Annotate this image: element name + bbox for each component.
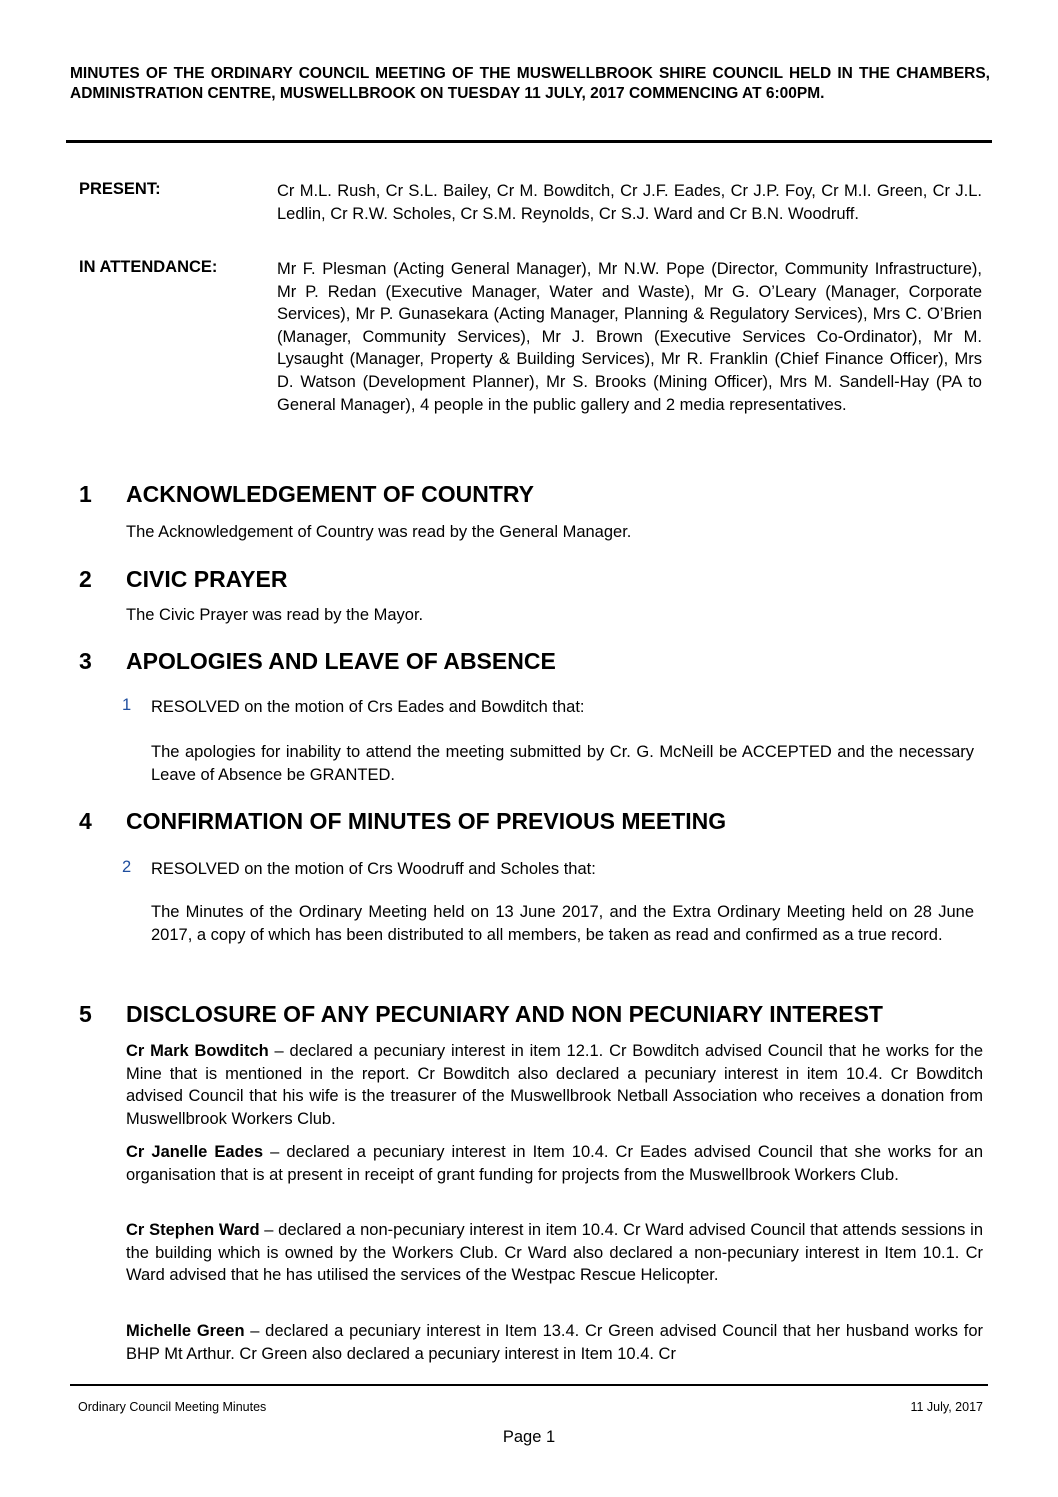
heading-rule: [66, 140, 992, 143]
section-5-title: DISCLOSURE OF ANY PECUNIARY AND NON PECUNIARY INTEREST: [126, 1001, 883, 1027]
disclosure-paragraph: [126, 1040, 983, 1130]
resolution-motion-1: RESOLVED on the motion of Crs Eades and Bowditch that:: [151, 698, 585, 716]
disclosure-text: – declared a pecuniary interest in Item 13.4. Cr Green advised Council that her husband works for BHP Mt Arthur. Cr Green also declared a pecuniary interest in Item 10.4. Cr: [126, 1322, 983, 1363]
section-3-number: 3: [79, 648, 92, 674]
section-1-title: ACKNOWLEDGEMENT OF COUNTRY: [126, 481, 535, 507]
disclosure-name: Cr Stephen Ward: [126, 1221, 260, 1239]
disclosure-paragraph: [126, 1219, 983, 1287]
footer-title: Ordinary Council Meeting Minutes: [78, 1400, 267, 1414]
resolution-body-2: The Minutes of the Ordinary Meeting held on 13 June 2017, and the Extra Ordinary Meeting held on 28 June 2017, a copy of which has been distributed to all members, be taken as read and confirmed as a true record.: [151, 903, 974, 944]
resolution-number-2: 2: [122, 858, 132, 876]
section-2-text: The Civic Prayer was read by the Mayor.: [126, 606, 424, 624]
section-3-title: APOLOGIES AND LEAVE OF ABSENCE: [126, 648, 556, 674]
resolution-motion-2: RESOLVED on the motion of Crs Woodruff and Scholes that:: [151, 860, 596, 878]
present-label: PRESENT:: [79, 180, 161, 198]
attendance-text: Mr F. Plesman (Acting General Manager), Mr N.W. Pope (Director, Community Infrastructure), Mr P. Redan (Executive Manager, Water and Waste), Mr G. O’Leary (Manager, Corporate Services), Mr P. Gunasekara (Acting Manager, Planning & Regulatory Services), Mrs C. O’Brien (Manager, Community Services), Mr J. Brown (Executive Services Co-Ordinator), Mr M. Lysaught (Manager, Property & Building Services), Mr R. Franklin (Chief Finance Officer), Mrs D. Watson (Development Planner), Mr S. Brooks (Mining Officer), Mrs M. Sandell-Hay (PA to General Manager), 4 people in the public gallery and 2 media representatives.: [277, 260, 982, 414]
disclosure-paragraph: [126, 1141, 983, 1186]
disclosure-paragraph: [126, 1320, 983, 1365]
disclosure-name: Michelle Green: [126, 1322, 245, 1340]
section-2-number: 2: [79, 566, 92, 592]
section-2-title: CIVIC PRAYER: [126, 566, 288, 592]
page-number: Page 1: [502, 1428, 556, 1446]
resolution-number-1: 1: [122, 696, 132, 714]
footer-date: 11 July, 2017: [910, 1400, 983, 1414]
document-heading: MINUTES OF THE ORDINARY COUNCIL MEETING OF THE MUSWELLBROOK SHIRE COUNCIL HELD IN THE CHAMBERS, ADMINISTRATION CENTRE, MUSWELLBROOK ON TUESDAY 11 JULY, 2017 COMMENCING AT 6:00PM.: [70, 65, 990, 102]
disclosure-text: – declared a pecuniary interest in item 12.1. Cr Bowditch advised Council that he works for the Mine that is mentioned in the report. Cr Bowditch also declared a pecuniary interest in item 10.4. Cr Bowditch advised Council that his wife is the treasurer of the Muswellbrook Netball Association who receives a donation from Muswellbrook Workers Club.: [126, 1042, 983, 1128]
attendance-label: IN ATTENDANCE:: [79, 258, 218, 276]
disclosure-text: – declared a pecuniary interest in Item 10.4. Cr Eades advised Council that she works for an organisation that is at present in receipt of grant funding for projects from the Muswellbrook Workers Club.: [126, 1143, 983, 1184]
section-1-number: 1: [79, 481, 92, 507]
section-4-number: 4: [79, 808, 92, 834]
disclosure-text: – declared a non-pecuniary interest in item 10.4. Cr Ward advised Council that attends sessions in the building which is owned by the Workers Club. Cr Ward also declared a non-pecuniary interest in Item 10.1. Cr Ward advised that he has utilised the services of the Westpac Rescue Helicopter.: [126, 1221, 984, 1285]
disclosure-name: Cr Janelle Eades: [126, 1143, 264, 1161]
section-5-number: 5: [79, 1001, 92, 1027]
resolution-body-1: The apologies for inability to attend the meeting submitted by Cr. G. McNeill be ACCEPTED and the necessary Leave of Absence be GRANTED.: [151, 743, 974, 784]
present-text: Cr M.L. Rush, Cr S.L. Bailey, Cr M. Bowditch, Cr J.F. Eades, Cr J.P. Foy, Cr M.I. Green, Cr J.L. Ledlin, Cr R.W. Scholes, Cr S.M. Reynolds, Cr S.J. Ward and Cr B.N. Woodruff.: [277, 182, 982, 223]
disclosure-name: Cr Mark Bowditch: [126, 1042, 269, 1060]
footer-rule: [70, 1384, 988, 1386]
section-4-title: CONFIRMATION OF MINUTES OF PREVIOUS MEETING: [126, 808, 727, 834]
section-1-text: The Acknowledgement of Country was read by the General Manager.: [126, 523, 632, 541]
